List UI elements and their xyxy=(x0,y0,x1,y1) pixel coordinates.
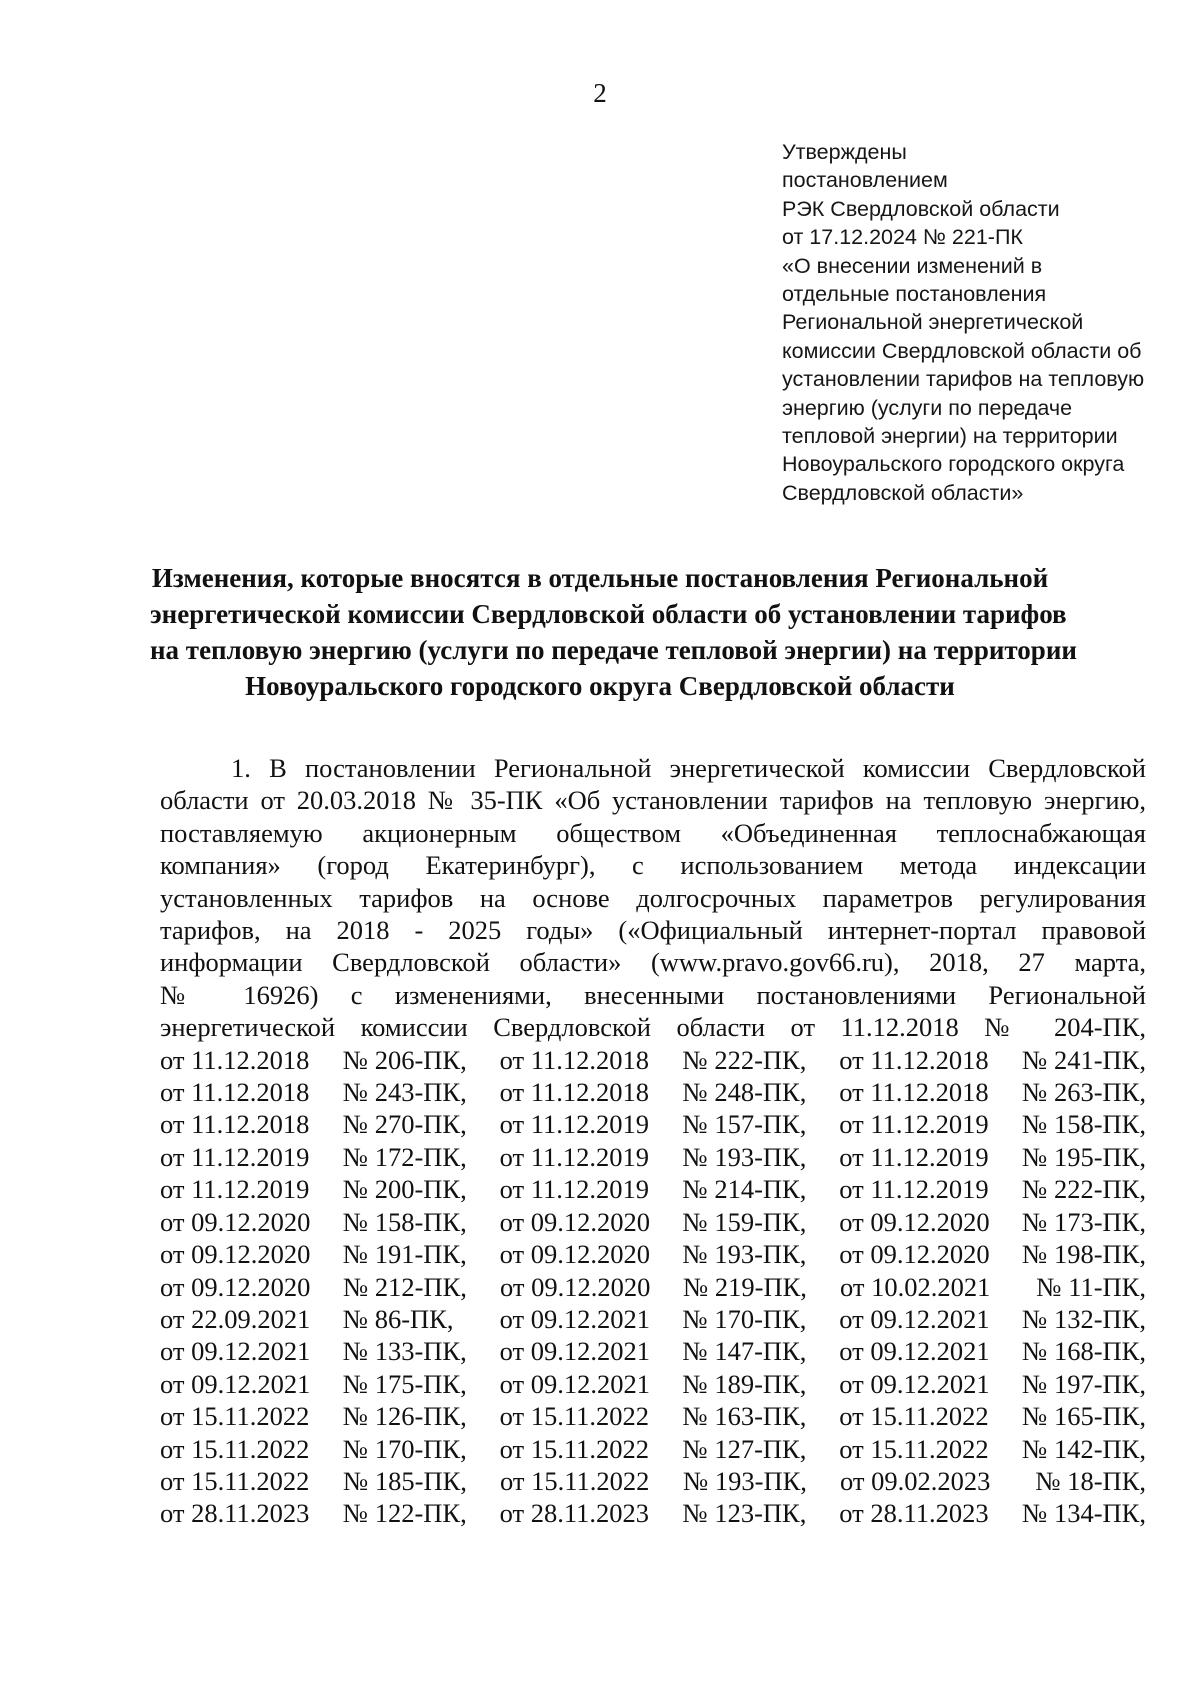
amendment-date: от 15.11.2022 xyxy=(160,1465,310,1496)
amendment-number: № 241-ПК, xyxy=(1022,1044,1146,1075)
paragraph-line: информации Свердловской области» (www.pravo.gov66.ru), 2018, 27 марта, xyxy=(160,947,1146,978)
amendment-row xyxy=(160,1433,1146,1465)
amendment-date: от 22.09.2021 xyxy=(160,1303,311,1334)
amendment-row xyxy=(160,1173,1146,1205)
amendment-row xyxy=(160,1497,1146,1529)
amendment-date: от 09.12.2020 xyxy=(160,1239,311,1270)
approval-line: отдельные постановления xyxy=(782,282,1047,307)
amendment-date: от 11.12.2019 xyxy=(160,1174,310,1205)
amendment-date: от 11.12.2019 xyxy=(499,1174,649,1205)
approval-line: установлении тарифов на тепловую xyxy=(782,367,1145,392)
paragraph-line: компания» (город Екатеринбург), с использованием метода индексации xyxy=(160,850,1146,881)
amendment-date: от 10.02.2021 xyxy=(840,1271,991,1302)
amendment-number: № 163-ПК, xyxy=(682,1401,807,1432)
amendment-date: от 09.12.2020 xyxy=(499,1239,650,1270)
title-line: на тепловую энергию (услуги по передаче тепловой энергии) на территории xyxy=(150,635,1077,665)
approval-block xyxy=(782,138,1162,507)
amendment-number: № 18-ПК, xyxy=(1035,1465,1146,1496)
amendment-number: № 195-ПК, xyxy=(1022,1141,1146,1172)
paragraph-line: 1. В постановлении Региональной энергетической комиссии Свердловской xyxy=(231,753,1146,783)
amendment-date: от 11.12.2019 xyxy=(839,1109,989,1140)
amendment-date: от 15.11.2022 xyxy=(839,1433,989,1464)
amendment-row xyxy=(160,1206,1146,1238)
title-line: энергетической комиссии Свердловской области об установлении тарифов xyxy=(150,599,1067,629)
amendment-date: от 11.12.2018 xyxy=(499,1044,649,1075)
amendment-row xyxy=(160,1141,1146,1173)
amendment-number: № 170-ПК, xyxy=(342,1433,467,1464)
amendment-date: от 11.12.2019 xyxy=(499,1141,649,1172)
amendment-number: № 191-ПК, xyxy=(342,1239,467,1270)
amendment-number: № 219-ПК, xyxy=(683,1271,807,1302)
amendment-date: от 09.12.2021 xyxy=(499,1368,650,1399)
amendment-number: № 270-ПК, xyxy=(342,1109,467,1140)
amendment-row xyxy=(160,1044,1146,1076)
amendment-number: № 123-ПК, xyxy=(682,1498,807,1529)
page-number: 2 xyxy=(593,78,607,108)
amendment-date: от 11.12.2019 xyxy=(839,1141,989,1172)
amendment-date: от 15.11.2022 xyxy=(500,1465,650,1496)
amendment-date: от 11.12.2018 xyxy=(160,1077,310,1108)
amendment-date: от 15.11.2022 xyxy=(499,1401,649,1432)
amendment-number: № 185-ПК, xyxy=(343,1465,467,1496)
paragraph-line: установленных тарифов на основе долгосрочных параметров регулирования xyxy=(160,882,1146,913)
amendment-date: от 28.11.2023 xyxy=(499,1498,649,1529)
amendment-number: № 168-ПК, xyxy=(1022,1336,1146,1367)
amendment-number: № 11-ПК, xyxy=(1036,1271,1146,1302)
approval-line: РЭК Свердловской области xyxy=(782,196,1060,221)
amendment-number: № 126-ПК, xyxy=(342,1401,467,1432)
amendment-date: от 11.12.2018 xyxy=(499,1077,649,1108)
amendment-number: № 127-ПК, xyxy=(682,1433,807,1464)
amendment-row xyxy=(160,1076,1146,1108)
amendment-date: от 09.12.2021 xyxy=(499,1336,650,1367)
amendment-number: № 193-ПК, xyxy=(682,1239,807,1270)
paragraph-line: области от 20.03.2018 № 35-ПК «Об установлении тарифов на тепловую энергию, xyxy=(160,785,1146,816)
amendment-number: № 132-ПК, xyxy=(1022,1303,1146,1334)
amendment-number: № 158-ПК, xyxy=(1022,1109,1146,1140)
amendment-number: № 134-ПК, xyxy=(1022,1498,1146,1529)
amendment-row xyxy=(160,1271,1146,1303)
amendment-date: от 09.12.2021 xyxy=(160,1336,311,1367)
amendment-number: № 133-ПК, xyxy=(342,1336,467,1367)
approval-line: Утверждены xyxy=(782,140,907,164)
document-title xyxy=(150,560,1077,704)
amendment-date: от 09.12.2021 xyxy=(839,1368,990,1399)
amendment-date: от 09.12.2020 xyxy=(839,1206,990,1237)
title-line: Изменения, которые вносятся в отдельные постановления Региональной xyxy=(151,563,1049,593)
approval-line: тепловой энергии) на территории xyxy=(782,424,1118,449)
amendment-date: от 15.11.2022 xyxy=(160,1433,310,1464)
amendment-number: № 175-ПК, xyxy=(342,1368,467,1399)
amendment-date: от 11.12.2019 xyxy=(839,1174,989,1205)
amendment-date: от 11.12.2018 xyxy=(160,1109,310,1140)
paragraph-line: энергетической комиссии Свердловской области от 11.12.2018 № 204-ПК, xyxy=(160,1012,1146,1043)
amendment-date: от 15.11.2022 xyxy=(499,1433,649,1464)
amendment-number: № 197-ПК, xyxy=(1022,1368,1146,1399)
approval-line: комиссии Свердловской области об xyxy=(782,338,1142,363)
amendment-date: от 09.12.2021 xyxy=(839,1303,990,1334)
amendment-number: № 222-ПК, xyxy=(1022,1174,1146,1205)
amendment-number: № 122-ПК, xyxy=(342,1498,467,1529)
amendment-date: от 11.12.2018 xyxy=(839,1044,989,1075)
amendment-number: № 158-ПК, xyxy=(342,1206,467,1237)
amendment-number: № 193-ПК, xyxy=(683,1465,807,1496)
amendment-row xyxy=(160,1465,1146,1497)
amendment-row xyxy=(160,1400,1146,1432)
amendment-number: № 206-ПК, xyxy=(342,1044,467,1075)
amendment-number: № 212-ПК, xyxy=(343,1271,467,1302)
amendment-number: № 214-ПК, xyxy=(682,1174,807,1205)
amendment-date: от 09.12.2020 xyxy=(500,1271,651,1302)
approval-line: энергию (услуги по передаче xyxy=(782,395,1073,420)
paragraph-line: тарифов, на 2018 - 2025 годы» («Официальный интернет-портал правовой xyxy=(160,915,1146,946)
amendment-date: от 28.11.2023 xyxy=(160,1498,310,1529)
amendment-number: № 157-ПК, xyxy=(682,1109,807,1140)
amendment-date: от 09.12.2021 xyxy=(160,1368,311,1399)
amendment-row xyxy=(160,1238,1146,1270)
approval-line: Свердловской области» xyxy=(782,480,1024,505)
amendment-row xyxy=(160,1368,1146,1400)
paragraph-line: поставляемую акционерным обществом «Объединенная теплоснабжающая xyxy=(160,817,1146,848)
amendment-number: № 142-ПК, xyxy=(1022,1433,1146,1464)
amendment-date: от 11.12.2019 xyxy=(499,1109,649,1140)
amendment-date: от 09.12.2020 xyxy=(499,1206,650,1237)
amendment-number: № 165-ПК, xyxy=(1022,1401,1146,1432)
amendment-date: от 11.12.2019 xyxy=(160,1141,310,1172)
amendment-number: № 172-ПК, xyxy=(342,1141,467,1172)
approval-line: «О внесении изменений в xyxy=(782,253,1043,278)
amendment-date: от 09.12.2021 xyxy=(839,1336,990,1367)
amendment-date: от 09.02.2023 xyxy=(840,1465,991,1496)
amendment-row xyxy=(160,1303,1146,1335)
amendment-row xyxy=(160,1108,1146,1140)
approval-line: Новоуральского городского округа xyxy=(782,452,1125,477)
paragraph-1 xyxy=(160,752,1146,1530)
approval-line: постановлением xyxy=(782,168,948,193)
approval-line: от 17.12.2024 № 221-ПК xyxy=(782,225,1023,250)
amendment-number: № 248-ПК, xyxy=(682,1077,807,1108)
amendment-number: № 263-ПК, xyxy=(1022,1077,1146,1108)
title-line: Новоуральского городского округа Свердловской области xyxy=(245,671,955,701)
paragraph-line: № 16926) с изменениями, внесенными постановлениями Региональной xyxy=(160,979,1146,1010)
amendment-number: № 147-ПК, xyxy=(682,1336,807,1367)
amendment-number: № 173-ПК, xyxy=(1022,1206,1146,1237)
amendment-number: № 189-ПК, xyxy=(682,1368,807,1399)
amendment-date: от 11.12.2018 xyxy=(839,1077,989,1108)
amendment-date: от 11.12.2018 xyxy=(160,1044,310,1075)
amendment-number: № 193-ПК, xyxy=(682,1141,807,1172)
amendment-date: от 15.11.2022 xyxy=(839,1401,989,1432)
amendment-number: № 222-ПК, xyxy=(682,1044,807,1075)
amendment-date: от 28.11.2023 xyxy=(839,1498,989,1529)
amendment-number: № 170-ПК, xyxy=(682,1303,807,1334)
amendment-list xyxy=(160,1044,1146,1530)
amendment-number: № 200-ПК, xyxy=(342,1174,467,1205)
amendment-number: № 243-ПК, xyxy=(342,1077,467,1108)
amendment-date: от 09.12.2021 xyxy=(499,1303,650,1334)
amendment-row xyxy=(160,1335,1146,1367)
approval-line: Региональной энергетической xyxy=(782,310,1084,335)
amendment-date: от 09.12.2020 xyxy=(160,1271,311,1302)
amendment-date: от 09.12.2020 xyxy=(160,1206,311,1237)
amendment-number: № 198-ПК, xyxy=(1022,1239,1146,1270)
amendment-number: № 159-ПК, xyxy=(682,1206,807,1237)
amendment-number: № 86-ПК, xyxy=(342,1303,454,1334)
amendment-date: от 09.12.2020 xyxy=(839,1239,990,1270)
amendment-date: от 15.11.2022 xyxy=(160,1401,310,1432)
